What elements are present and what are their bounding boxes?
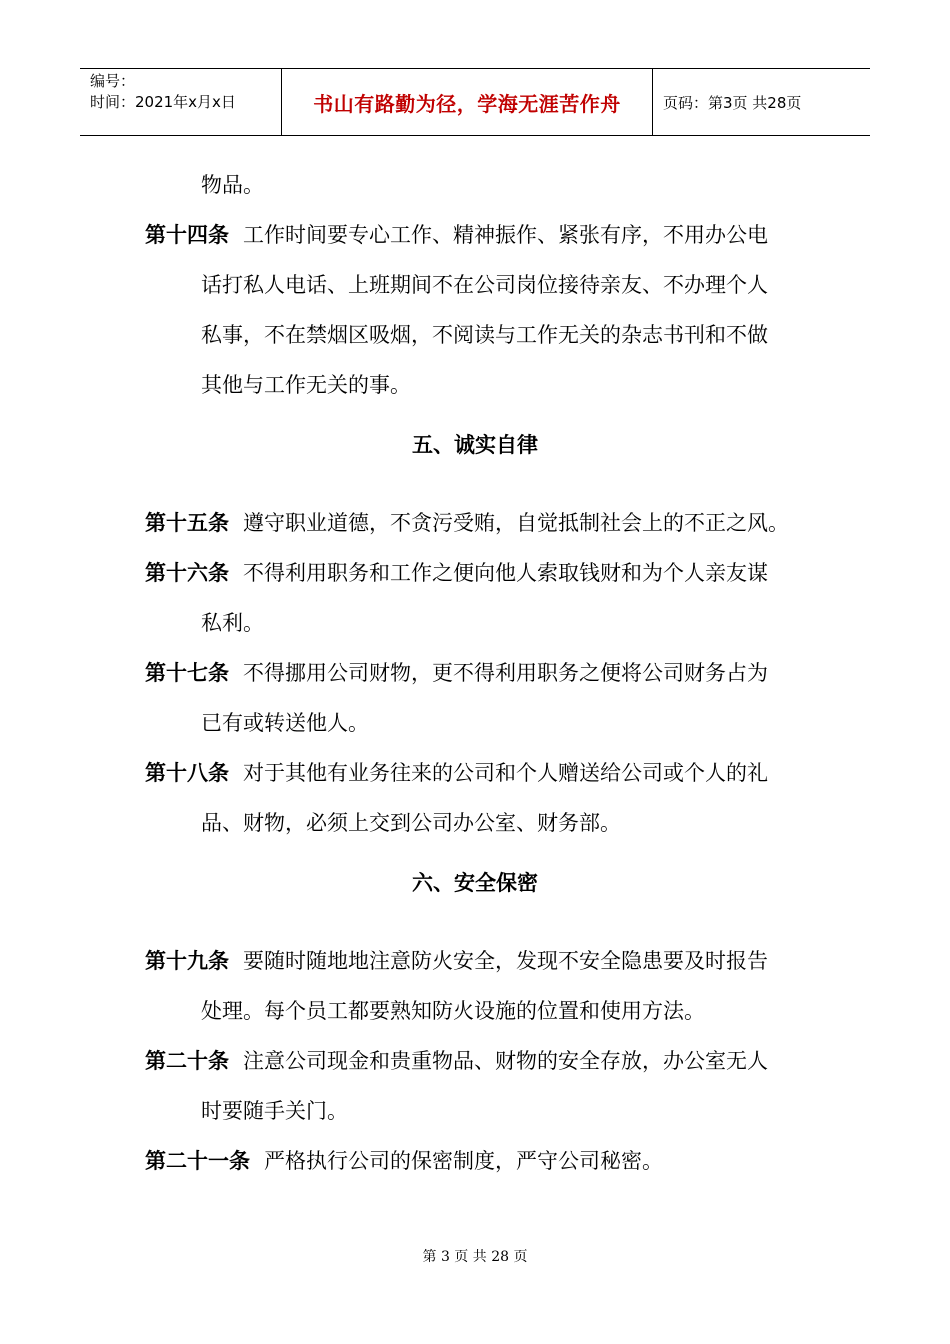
article-19	[145, 936, 825, 1036]
article-text: 不得挪用公司财物，更不得利用职务之便将公司财务占为	[243, 661, 768, 685]
article-text: 话打私人电话、上班期间不在公司岗位接待亲友、不办理个人	[201, 273, 768, 297]
article-text: 私利。	[201, 611, 264, 635]
article-14	[145, 210, 825, 410]
header-motto: 书山有路勤为径，学海无涯苦作舟	[282, 69, 653, 135]
article-20	[145, 1036, 825, 1136]
article-number: 第十五条	[145, 511, 229, 535]
article-15	[145, 498, 825, 548]
article-text: 不得利用职务和工作之便向他人索取钱财和为个人亲友谋	[243, 561, 768, 585]
section-heading: 五、诚实自律	[412, 433, 538, 457]
header-page-code: 页码：第3页 共28页	[663, 93, 802, 112]
header-meta	[80, 69, 282, 135]
article-number: 第十六条	[145, 561, 229, 585]
article-text: 品、财物，必须上交到公司办公室、财务部。	[201, 811, 621, 835]
article-number: 第十七条	[145, 661, 229, 685]
article-text: 遵守职业道德，不贪污受贿，自觉抵制社会上的不正之风。	[243, 511, 789, 535]
document-number-label: 编号：	[90, 72, 136, 90]
article-text: 已有或转送他人。	[201, 711, 369, 735]
continued-text: 物品。	[201, 173, 264, 197]
article-21	[145, 1136, 825, 1186]
page-footer: 第 3 页 共 28 页	[422, 1249, 528, 1265]
article-number: 第二十条	[145, 1049, 229, 1073]
article-18	[145, 748, 825, 848]
article-text: 要随时随地地注意防火安全，发现不安全隐患要及时报告	[243, 949, 768, 973]
article-text: 时要随手关门。	[201, 1099, 348, 1123]
article-17	[145, 648, 825, 748]
article-16	[145, 548, 825, 648]
article-text: 严格执行公司的保密制度，严守公司秘密。	[264, 1149, 663, 1173]
document-body	[145, 160, 825, 1186]
article-text: 其他与工作无关的事。	[201, 373, 411, 397]
section-heading: 六、安全保密	[412, 871, 538, 895]
document-date: 时间：2021年x月x日	[90, 93, 236, 111]
article-text: 私事，不在禁烟区吸烟，不阅读与工作无关的杂志书刊和不做	[201, 323, 768, 347]
article-text: 注意公司现金和贵重物品、财物的安全存放，办公室无人	[243, 1049, 768, 1073]
article-text: 处理。每个员工都要熟知防火设施的位置和使用方法。	[201, 999, 705, 1023]
article-number: 第二十一条	[145, 1149, 250, 1173]
page-header	[80, 68, 870, 136]
article-number: 第十四条	[145, 223, 229, 247]
article-text: 对于其他有业务往来的公司和个人赠送给公司或个人的礼	[243, 761, 768, 785]
article-number: 第十八条	[145, 761, 229, 785]
article-text: 工作时间要专心工作、精神振作、紧张有序，不用办公电	[243, 223, 768, 247]
article-number: 第十九条	[145, 949, 229, 973]
